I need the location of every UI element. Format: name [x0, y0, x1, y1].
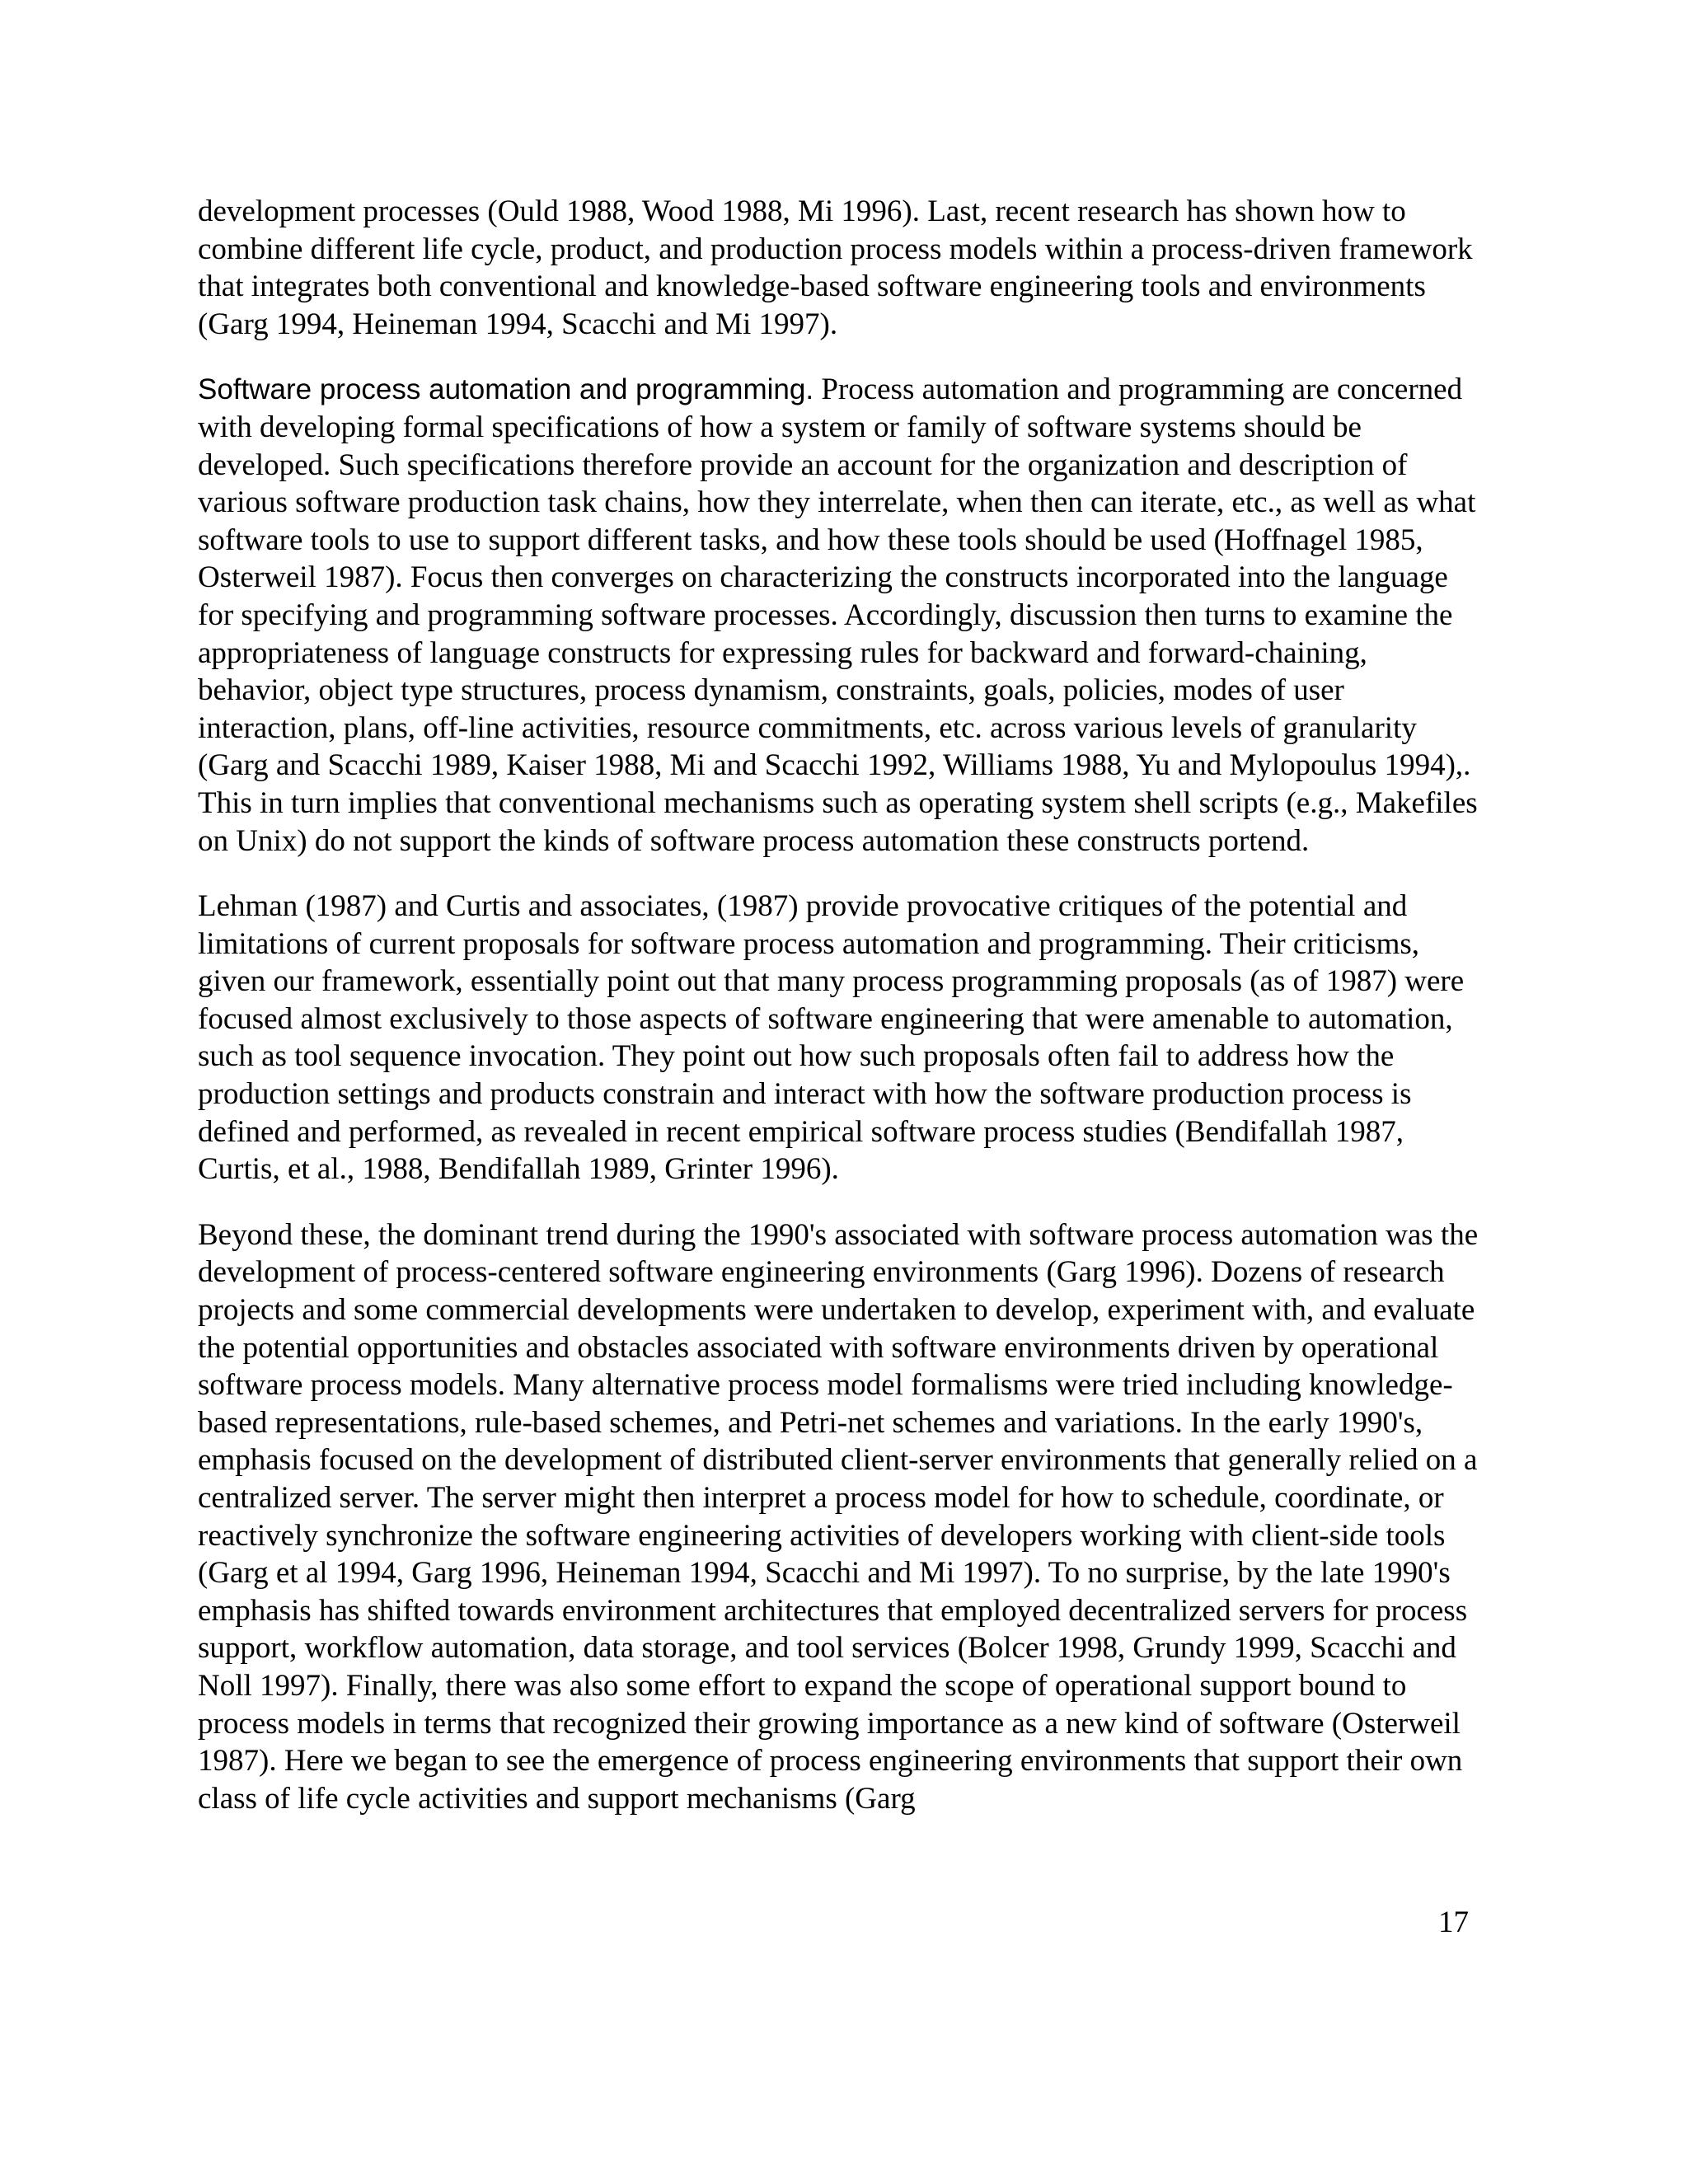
paragraph-1 — [198, 193, 1484, 343]
page-number: 17 — [1438, 1905, 1469, 1939]
paragraph-3-text: Lehman (1987) and Curtis and associates, (1987) provide provocative critiques of the potential and limitations of current proposals for software process automation and programming. Their criticisms, given our framework, essentially point out that many process programming proposals (as of 1987) were focused almost exclusively to those aspects of software engineering that were amenable to automation, such as tool sequence invocation. They point out how such proposals often fail to address how the production settings and products constrain and interact with how the software production process is defined and performed, as revealed in recent empirical software process studies (Bendifallah 1987, Curtis, et al., 1988, Bendifallah 1989, Grinter 1996). — [198, 889, 1465, 1187]
document-body — [198, 193, 1484, 1845]
paragraph-3 — [198, 888, 1484, 1188]
paragraph-2-text: Process automation and programming are concerned with developing formal specifications of how a system or family of software systems should be developed. Such specifications therefore provide an account for the organization and description of various software production task chains, how they interrelate, when then can iterate, etc., as well as what software tools to use to support different tasks, and how these tools should be used (Hoffnagel 1985, Osterweil 1987). Focus then converges on characterizing the constructs incorporated into the language for specifying and programming software processes. Accordingly, discussion then turns to examine the appropriateness of language constructs for expressing rules for backward and forward-chaining, behavior, object type structures, process dynamism, constraints, goals, policies, modes of user interaction, plans, off-line activities, resource commitments, etc. across various levels of granularity (Garg and Scacchi 1989, Kaiser 1988, Mi and Scacchi 1992, Williams 1988, Yu and Mylopoulus 1994),. This in turn implies that conventional mechanisms such as operating system shell scripts (e.g., Makefiles on Unix) do not support the kinds of software process automation these constructs portend. — [198, 373, 1478, 858]
paragraph-4-text: Beyond these, the dominant trend during the 1990's associated with software process automation was the development of process-centered software engineering environments (Garg 1996). Dozens of research projects and some commercial developments were undertaken to develop, experiment with, and evaluate the potential opportunities and obstacles associated with software environments driven by operational software process models. Many alternative process model formalisms were tried including knowledge-based representations, rule-based schemes, and Petri-net schemes and variations. In the early 1990's, emphasis focused on the development of distributed client-server environments that generally relied on a centralized server. The server might then interpret a process model for how to schedule, coordinate, or reactively synchronize the software engineering activities of developers working with client-side tools (Garg et al 1994, Garg 1996, Heineman 1994, Scacchi and Mi 1997). To no surprise, by the late 1990's emphasis has shifted towards environment architectures that employed decentralized servers for process support, workflow automation, data storage, and tool services (Bolcer 1998, Grundy 1999, Scacchi and Noll 1997). Finally, there was also some effort to expand the scope of operational support bound to process models in terms that recognized their growing importance as a new kind of software (Osterweil 1987). Here we began to see the emergence of process engineering environments that support their own class of life cycle activities and support mechanisms (Garg — [198, 1217, 1479, 1816]
paragraph-4 — [198, 1216, 1484, 1818]
paragraph-1-text: development processes (Ould 1988, Wood 1988, Mi 1996). Last, recent research has shown how to combine different life cycle, product, and production process models within a process-driven framework that integrates both conventional and knowledge-based software engineering tools and environments (Garg 1994, Heineman 1994, Scacchi and Mi 1997). — [198, 194, 1473, 341]
section-heading: Software process automation and programming. — [198, 373, 814, 406]
paragraph-2 — [198, 371, 1484, 860]
